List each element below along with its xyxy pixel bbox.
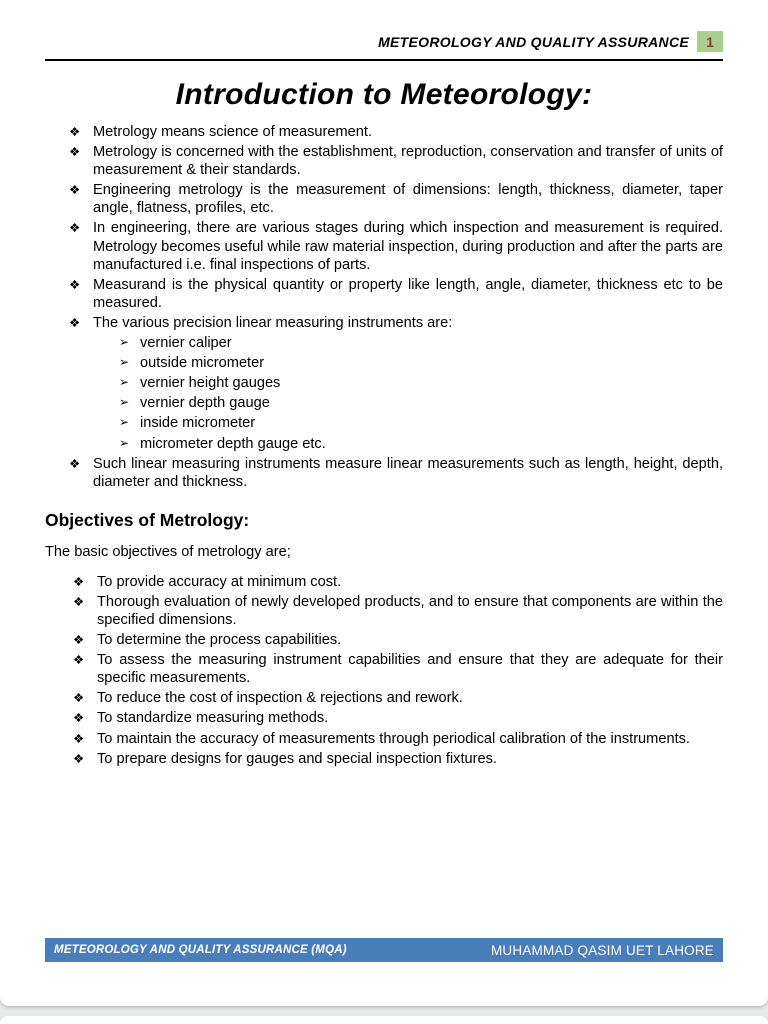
footer-bar [45, 938, 723, 962]
diamond-bullet-icon: ❖ [73, 574, 85, 589]
list-item [72, 593, 723, 629]
diamond-bullet-icon: ❖ [69, 125, 81, 139]
list-item-text: inside micrometer [140, 415, 256, 432]
diamond-bullet-icon: ❖ [73, 711, 85, 726]
list-item-text: Such linear measuring instruments measure linear measurements such as length, height, depth, diameter and thickness. [93, 455, 723, 490]
list-item [72, 651, 723, 687]
list-item-text: The various precision linear measuring instruments are: [93, 314, 453, 331]
list-item-text: micrometer depth gauge etc. [140, 435, 326, 452]
diamond-bullet-icon: ❖ [69, 145, 81, 160]
list-item [68, 276, 723, 312]
diamond-bullet-icon: ❖ [69, 221, 81, 236]
closing-bullet-list [68, 455, 723, 491]
list-item-text: outside micrometer [140, 355, 265, 372]
footer-author-label: MUHAMMAD QASIM UET LAHORE [490, 942, 714, 958]
page-header [45, 0, 723, 61]
arrow-bullet-icon: ➢ [119, 375, 130, 390]
page-number-badge: 1 [697, 31, 723, 52]
list-item [68, 181, 723, 217]
diamond-bullet-icon: ❖ [73, 594, 85, 609]
list-item [68, 123, 723, 141]
diamond-bullet-icon: ❖ [69, 315, 81, 330]
diamond-bullet-icon: ❖ [73, 633, 85, 648]
list-item-text: vernier height gauges [140, 375, 281, 392]
list-item-text: To assess the measuring instrument capabilities and ensure that they are adequate for their specific measurements. [97, 652, 723, 687]
list-item-text: To reduce the cost of inspection & rejections and rework. [97, 690, 463, 707]
arrow-bullet-icon: ➢ [119, 335, 130, 350]
list-item-text: vernier caliper [140, 335, 232, 352]
list-item-text: To prepare designs for gauges and special inspection fixtures. [97, 750, 497, 767]
diamond-bullet-icon: ❖ [69, 277, 81, 292]
instruments-list [118, 334, 723, 453]
list-item [72, 573, 723, 591]
list-item-text: To determine the process capabilities. [97, 632, 342, 649]
list-item-text: To maintain the accuracy of measurements through periodical calibration of the instruments. [97, 730, 690, 747]
arrow-bullet-icon: ➢ [119, 415, 130, 430]
list-item [72, 709, 723, 727]
list-item [118, 435, 723, 453]
list-item [68, 219, 723, 273]
objectives-intro: The basic objectives of metrology are; [45, 543, 291, 560]
list-item [72, 750, 723, 768]
list-item-text: Measurand is the physical quantity or property like length, angle, diameter, thickness etc to be measured. [93, 276, 723, 311]
list-item [68, 314, 723, 332]
list-item-text: Engineering metrology is the measurement of dimensions: length, thickness, diameter, taper angle, flatness, profiles, etc. [93, 182, 723, 217]
list-item [118, 374, 723, 392]
diamond-bullet-icon: ❖ [73, 691, 85, 706]
arrow-bullet-icon: ➢ [119, 435, 130, 450]
intro-bullet-list [68, 123, 723, 332]
diamond-bullet-icon: ❖ [73, 751, 85, 766]
list-item [72, 689, 723, 707]
list-item [118, 334, 723, 352]
list-item-text: vernier depth gauge [140, 395, 270, 412]
list-item [118, 354, 723, 372]
footer-course-label: METEOROLOGY AND QUALITY ASSURANCE (MQA) [54, 944, 347, 956]
diamond-bullet-icon: ❖ [73, 653, 85, 668]
arrow-bullet-icon: ➢ [119, 355, 130, 370]
list-item-text: Metrology means science of measurement. [93, 124, 373, 140]
diamond-bullet-icon: ❖ [69, 456, 81, 471]
diamond-bullet-icon: ❖ [73, 731, 85, 746]
next-page-edge [0, 1016, 768, 1024]
list-item [68, 143, 723, 179]
list-item [68, 455, 723, 491]
objectives-heading: Objectives of Metrology: [45, 509, 250, 530]
list-item [72, 730, 723, 748]
list-item-text: In engineering, there are various stages during which inspection and measurement is required. Metrology becomes useful while raw material inspection, during production and after the parts are manufactured i.e. final inspections of parts. [93, 220, 723, 273]
header-title: METEOROLOGY AND QUALITY ASSURANCE [378, 33, 689, 50]
list-item-text: Metrology is concerned with the establishment, reproduction, conservation and transfer of units of measurement & their standards. [93, 144, 723, 179]
list-item [118, 394, 723, 412]
diamond-bullet-icon: ❖ [69, 183, 81, 198]
list-item-text: Thorough evaluation of newly developed products, and to ensure that components are within the specified dimensions. [97, 593, 723, 628]
arrow-bullet-icon: ➢ [119, 395, 130, 410]
list-item [118, 414, 723, 432]
document-title: Introduction to Meteorology: [175, 78, 593, 111]
list-item-text: To standardize measuring methods. [97, 710, 329, 727]
list-item-text: To provide accuracy at minimum cost. [97, 573, 342, 590]
objectives-list [72, 573, 723, 768]
list-item [72, 631, 723, 649]
